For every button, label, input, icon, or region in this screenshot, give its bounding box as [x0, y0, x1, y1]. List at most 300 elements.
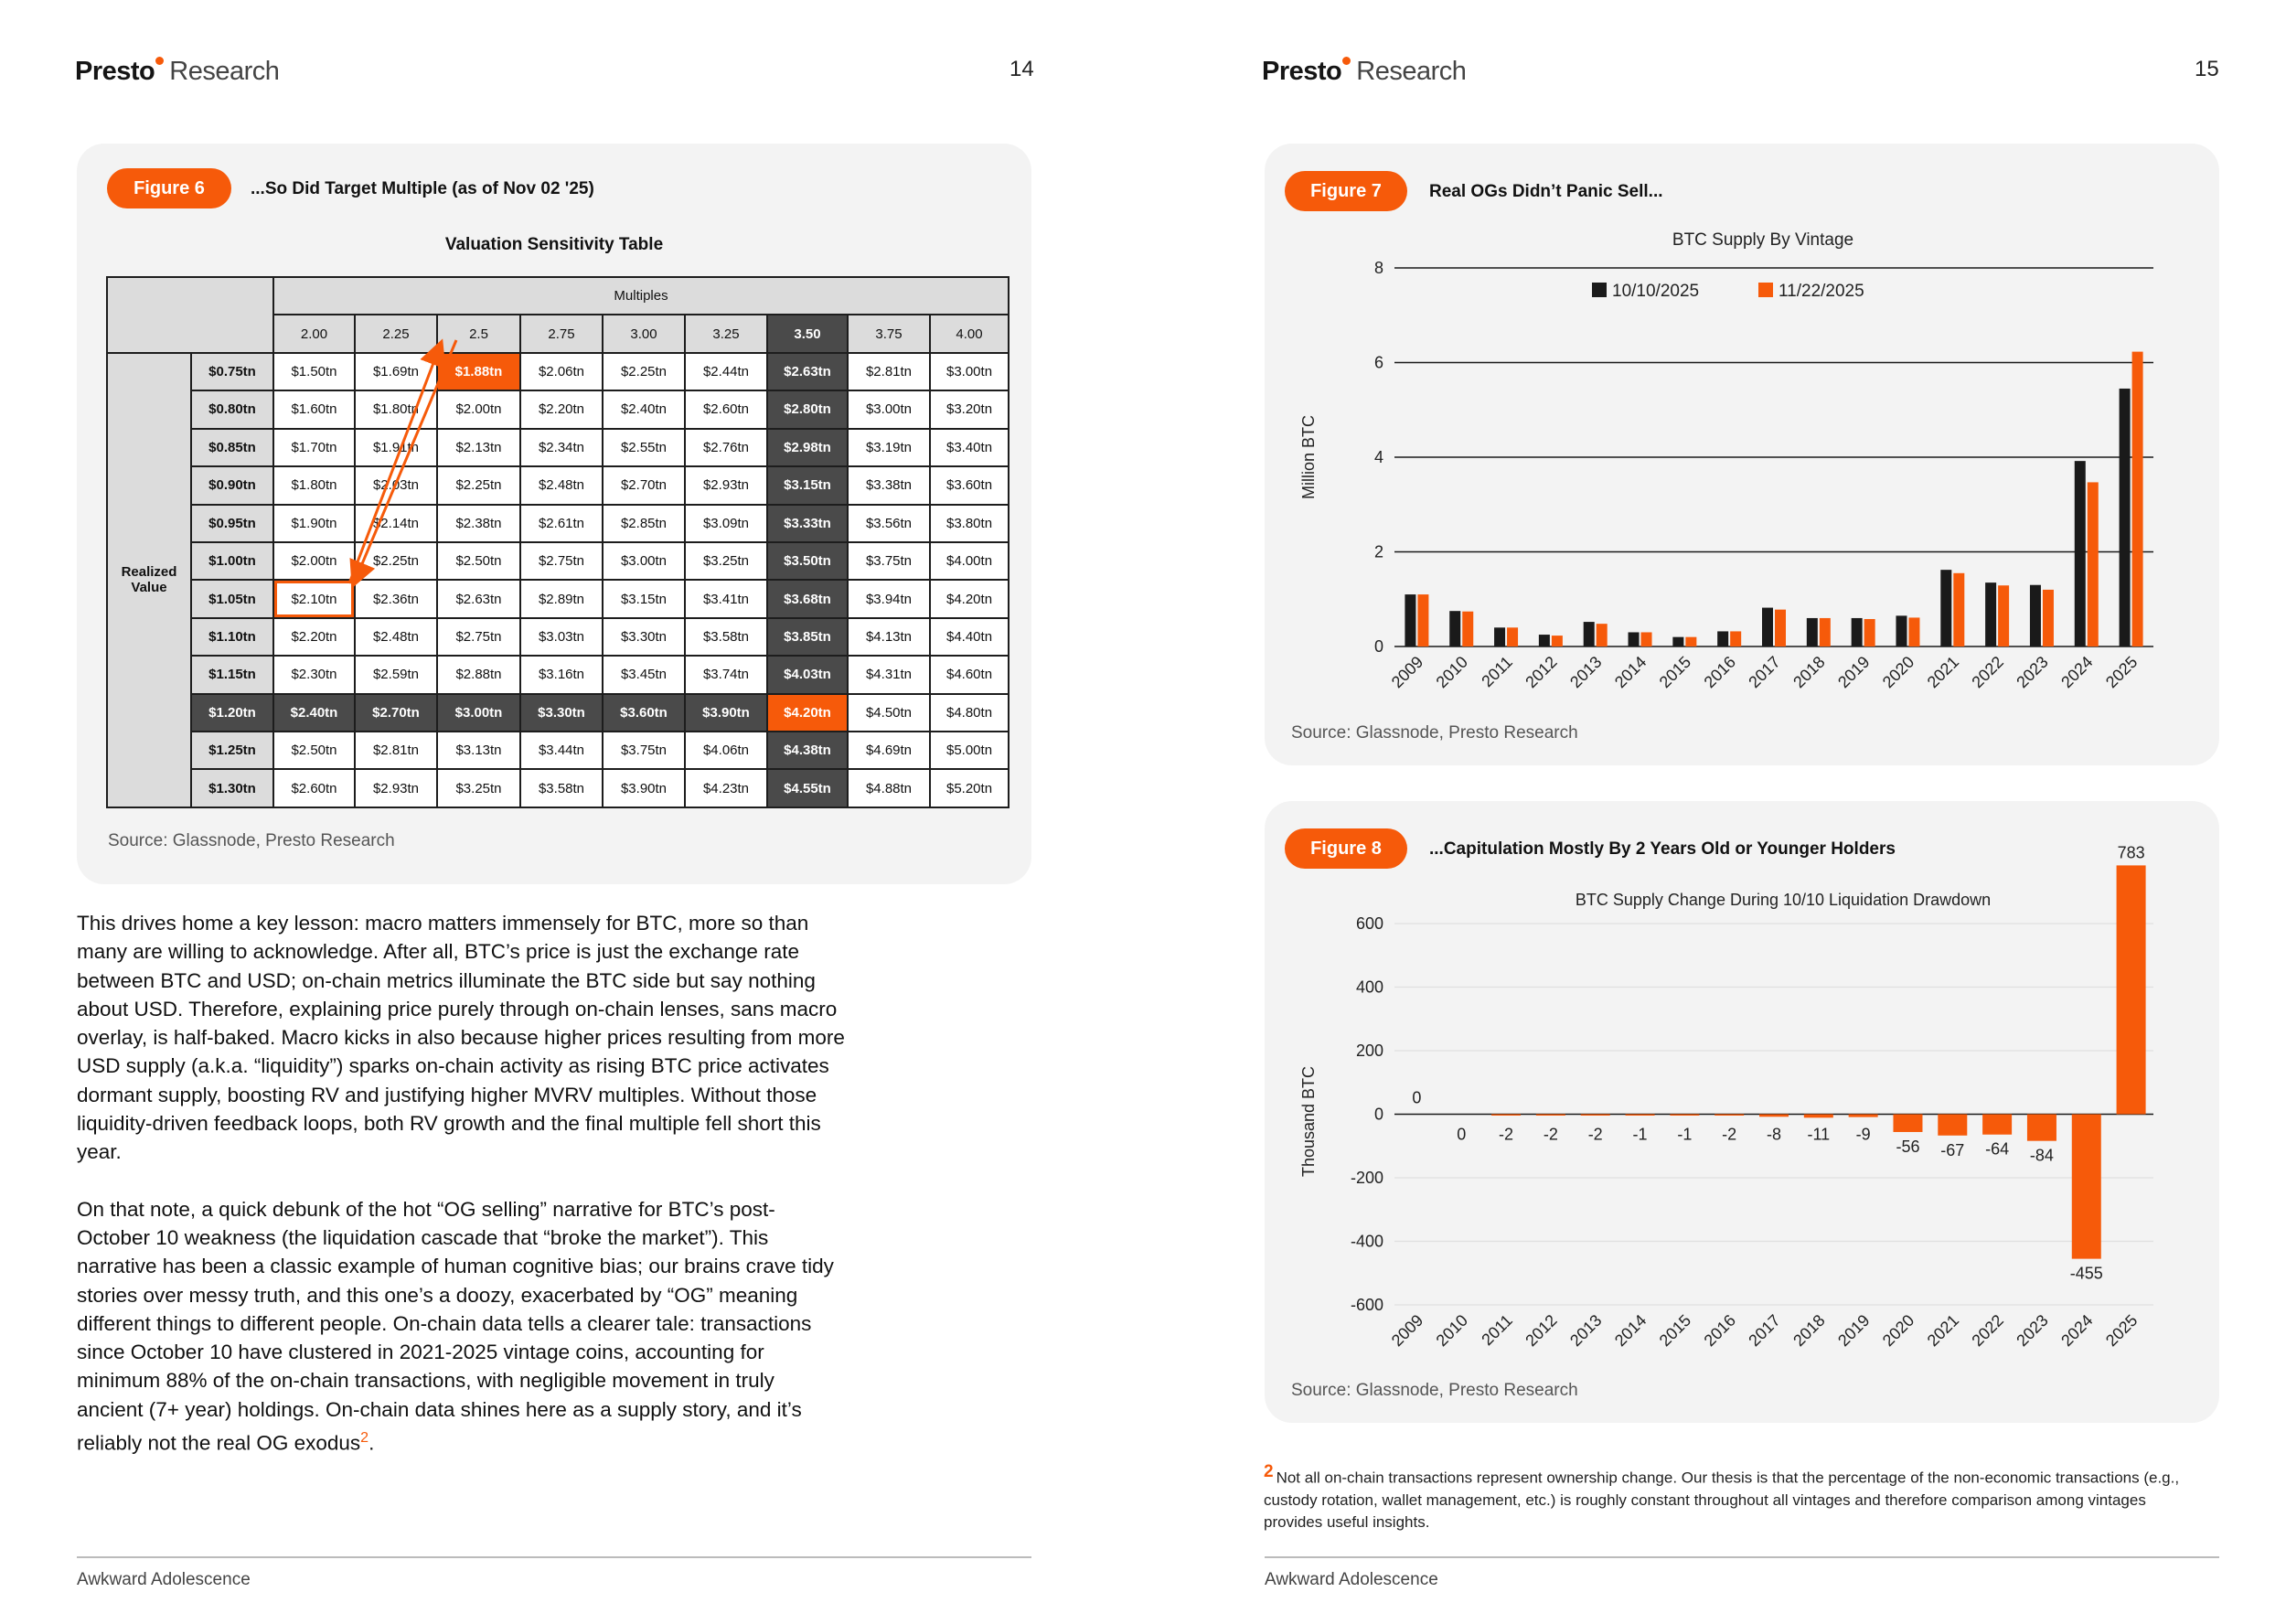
- chart8-bar: [1670, 1115, 1699, 1116]
- table-cell: $2.48tn: [520, 466, 603, 504]
- chart7-y-label: Million BTC: [1299, 414, 1318, 500]
- chart7-x-tick: 2009: [1387, 652, 1427, 692]
- chart7-y-tick: 2: [1373, 542, 1383, 561]
- chart8-data-label: -84: [2029, 1146, 2054, 1165]
- page-number: 15: [2195, 57, 2219, 81]
- chart7-x-tick: 2012: [1522, 652, 1561, 692]
- chart7-x-tick: 2023: [2013, 652, 2052, 692]
- realized-value-row-label: $0.75tn: [191, 353, 273, 390]
- table-cell: $3.16tn: [520, 656, 603, 693]
- table-cell: $2.70tn: [355, 694, 437, 732]
- chart8-x-tick: 2017: [1745, 1310, 1784, 1351]
- chart8-x-tick: 2025: [2101, 1310, 2142, 1351]
- multiple-header: 3.00: [603, 315, 685, 352]
- table-cell: $2.40tn: [603, 390, 685, 428]
- chart7-bar: [1462, 612, 1473, 646]
- table-cell: $1.90tn: [273, 505, 355, 542]
- table-cell: $3.60tn: [930, 466, 1009, 504]
- chart7-x-tick: 2021: [1923, 652, 1963, 692]
- table-cell: $2.00tn: [437, 390, 520, 428]
- realized-value-row-label: $0.95tn: [191, 505, 273, 542]
- table-cell: $2.63tn: [767, 353, 848, 390]
- paragraph-2: [77, 1195, 845, 1458]
- chart8-x-tick: 2010: [1432, 1310, 1472, 1351]
- chart8-bar: [1581, 1115, 1610, 1116]
- chart8-data-label: -2: [1587, 1125, 1603, 1144]
- table-cell: $2.25tn: [437, 466, 520, 504]
- chart8-bar: [1491, 1115, 1521, 1116]
- figure7-source: Source: Glassnode, Presto Research: [1291, 723, 1578, 743]
- chart7-bar: [1405, 594, 1415, 646]
- chart7-bar: [2132, 352, 2143, 646]
- table-cell: $2.14tn: [355, 505, 437, 542]
- multiple-header: 4.00: [930, 315, 1009, 352]
- figure8-source: Source: Glassnode, Presto Research: [1291, 1381, 1578, 1400]
- valuation-table-wrap: [106, 276, 1008, 808]
- chart8-x-tick: 2016: [1700, 1310, 1740, 1351]
- chart7-bar: [1908, 617, 1919, 646]
- chart7-bar: [1717, 631, 1728, 646]
- logo-dot-icon: [155, 57, 164, 65]
- table-cell: $3.25tn: [685, 542, 767, 580]
- table-cell: $3.00tn: [437, 694, 520, 732]
- table-cell: $5.00tn: [930, 732, 1009, 769]
- chart8-x-tick: 2013: [1566, 1310, 1606, 1351]
- realized-value-row-label: $1.30tn: [191, 769, 273, 807]
- chart7-x-tick: 2022: [1968, 652, 2007, 692]
- table-cell: $2.81tn: [848, 353, 930, 390]
- chart7-x-tick: 2016: [1700, 652, 1740, 692]
- chart7-bar: [1507, 627, 1518, 646]
- chart8-y-label: Thousand BTC: [1299, 1065, 1318, 1178]
- paragraph-2-end: .: [369, 1431, 375, 1455]
- chart7-x-tick: 2014: [1610, 652, 1650, 692]
- chart7-legend-swatch: [1592, 283, 1607, 297]
- table-row: [107, 353, 1009, 390]
- table-cell: $3.58tn: [685, 618, 767, 656]
- table-cell: $2.55tn: [603, 429, 685, 466]
- table-row: [107, 732, 1009, 769]
- chart8-data-label: -1: [1632, 1125, 1648, 1144]
- chart8-x-tick: 2019: [1834, 1310, 1874, 1351]
- chart8-data-label: -1: [1677, 1125, 1693, 1144]
- table-cell: $2.50tn: [273, 732, 355, 769]
- chart8-bar: [1759, 1115, 1789, 1117]
- chart7-x-tick: 2011: [1478, 652, 1516, 691]
- chart8-bar: [2072, 1115, 2101, 1259]
- table-row: [107, 466, 1009, 504]
- table-cell: $2.20tn: [520, 390, 603, 428]
- table-cell: $4.03tn: [767, 656, 848, 693]
- table-cell: $3.15tn: [767, 466, 848, 504]
- table-cell: $3.30tn: [520, 694, 603, 732]
- logo-brand: Presto: [75, 57, 155, 86]
- table-cell: $4.88tn: [848, 769, 930, 807]
- chart8-bar: [1849, 1115, 1878, 1117]
- table-row: [107, 769, 1009, 807]
- table-cell: $2.70tn: [603, 466, 685, 504]
- table-cell: $3.41tn: [685, 580, 767, 617]
- table-corner: [107, 277, 273, 353]
- figure6-pill: Figure 6: [107, 168, 231, 208]
- table-row: [107, 390, 1009, 428]
- table-cell: $2.25tn: [603, 353, 685, 390]
- table-cell: $2.75tn: [437, 618, 520, 656]
- chart7-bar: [2030, 585, 2041, 646]
- table-cell: $3.58tn: [520, 769, 603, 807]
- chart7-legend-label: 11/22/2025: [1779, 282, 1864, 301]
- chart7-y-tick: 8: [1373, 259, 1383, 277]
- chart8-bar: [1982, 1115, 2012, 1135]
- realized-value-row-label: $1.15tn: [191, 656, 273, 693]
- table-cell: $3.15tn: [603, 580, 685, 617]
- table-cell: $2.03tn: [355, 466, 437, 504]
- table-cell: $1.70tn: [273, 429, 355, 466]
- table-row: [107, 618, 1009, 656]
- figure7-chart: [1265, 217, 2219, 692]
- table-cell: $4.06tn: [685, 732, 767, 769]
- table-cell: $2.93tn: [355, 769, 437, 807]
- table-cell: $3.30tn: [603, 618, 685, 656]
- chart7-x-tick: 2015: [1655, 652, 1695, 692]
- chart8-data-label: -455: [2069, 1264, 2103, 1283]
- table-cell: $3.33tn: [767, 505, 848, 542]
- table-cell: $2.50tn: [437, 542, 520, 580]
- chart7-y-tick: 6: [1373, 353, 1383, 372]
- table-cell: $2.30tn: [273, 656, 355, 693]
- figure7-pill: Figure 7: [1285, 171, 1407, 211]
- table-cell: $3.20tn: [930, 390, 1009, 428]
- chart8-data-label: -11: [1807, 1125, 1831, 1144]
- chart8-x-tick: 2022: [1968, 1310, 2007, 1351]
- table-cell: $2.93tn: [685, 466, 767, 504]
- chart8-x-tick: 2015: [1655, 1310, 1695, 1351]
- chart7-legend-label: 10/10/2025: [1612, 282, 1700, 301]
- figure6-title: ...So Did Target Multiple (as of Nov 02 '25): [251, 179, 594, 198]
- chart8-data-label: -9: [1855, 1125, 1871, 1144]
- table-cell: $3.50tn: [767, 542, 848, 580]
- chart7-bar: [1953, 573, 1964, 646]
- table-cell: $4.20tn: [930, 580, 1009, 617]
- table-cell: $2.63tn: [437, 580, 520, 617]
- table-header-row: [107, 277, 1009, 315]
- table-cell: $4.38tn: [767, 732, 848, 769]
- realized-value-row-label: $0.80tn: [191, 390, 273, 428]
- table-cell: $3.80tn: [930, 505, 1009, 542]
- chart8-x-tick: 2023: [2013, 1310, 2052, 1351]
- table-cell: $3.00tn: [603, 542, 685, 580]
- chart8-bar: [1536, 1115, 1565, 1116]
- chart7-title: BTC Supply By Vintage: [1672, 230, 1854, 250]
- table-cell: $3.68tn: [767, 580, 848, 617]
- table-cell: $3.03tn: [520, 618, 603, 656]
- table-cell: $2.40tn: [273, 694, 355, 732]
- table-cell: $1.80tn: [273, 466, 355, 504]
- chart8-data-label: -2: [1499, 1125, 1514, 1144]
- realized-value-row-label: $0.85tn: [191, 429, 273, 466]
- table-cell: $3.09tn: [685, 505, 767, 542]
- chart8-bar: [1626, 1115, 1655, 1116]
- chart7-x-tick: 2013: [1566, 652, 1606, 692]
- chart8-data-label: -64: [1985, 1139, 2010, 1159]
- chart7-bar: [1940, 570, 1951, 646]
- table-cell: $2.75tn: [520, 542, 603, 580]
- table-row: [107, 656, 1009, 693]
- chart7-bar: [2043, 590, 2054, 646]
- chart8-y-tick: -600: [1350, 1296, 1383, 1314]
- presto-logo: [1262, 57, 1466, 87]
- table-cell: $1.80tn: [355, 390, 437, 428]
- chart8-y-tick: -400: [1350, 1232, 1383, 1251]
- table-row: [107, 580, 1009, 617]
- table-cell: $3.75tn: [848, 542, 930, 580]
- table-cell: $4.31tn: [848, 656, 930, 693]
- chart7-bar: [1864, 619, 1875, 646]
- table-cell: $3.13tn: [437, 732, 520, 769]
- chart8-y-tick: -200: [1350, 1169, 1383, 1187]
- realized-value-row-label: $1.00tn: [191, 542, 273, 580]
- table-cell: $2.98tn: [767, 429, 848, 466]
- chart8-bar: [1714, 1115, 1744, 1116]
- multiple-header: 2.00: [273, 315, 355, 352]
- table-cell: $4.40tn: [930, 618, 1009, 656]
- presto-logo: [75, 57, 279, 87]
- multiples-label: Multiples: [273, 277, 1009, 315]
- chart8-data-label: -2: [1543, 1125, 1558, 1144]
- table-cell: $4.00tn: [930, 542, 1009, 580]
- table-cell: $4.60tn: [930, 656, 1009, 693]
- table-cell: $1.60tn: [273, 390, 355, 428]
- chart7-bar: [1820, 618, 1831, 646]
- footnote-text: Not all on-chain transactions represent ownership change. Our thesis is that the percentage of the non-economic transactions (e.g., custody rotation, wallet management, etc.) is roughly constant throughout all vintages and therefore comparison among vintages provides useful insights.: [1264, 1469, 2180, 1531]
- chart8-data-label: -2: [1722, 1125, 1737, 1144]
- table-cell: $2.00tn: [273, 542, 355, 580]
- chart7-bar: [1852, 618, 1863, 646]
- chart7-bar: [2075, 461, 2086, 646]
- table-row: [107, 505, 1009, 542]
- chart7-bar: [1730, 631, 1741, 646]
- chart8-y-tick: 600: [1355, 914, 1383, 933]
- table-cell: $2.44tn: [685, 353, 767, 390]
- chart7-legend-swatch: [1758, 283, 1773, 297]
- chart7-bar: [1494, 627, 1505, 646]
- multiple-header: 2.25: [355, 315, 437, 352]
- chart7-x-tick: 2017: [1745, 652, 1784, 692]
- chart7-bar: [1629, 632, 1640, 646]
- multiple-header: 3.75: [848, 315, 930, 352]
- figure7-title: Real OGs Didn’t Panic Sell...: [1429, 182, 1663, 201]
- table-cell: $3.85tn: [767, 618, 848, 656]
- footnote: [1264, 1461, 2196, 1533]
- chart8-data-label: -8: [1766, 1125, 1782, 1144]
- table-cell: $2.60tn: [273, 769, 355, 807]
- figure8-title: ...Capitulation Mostly By 2 Years Old or Younger Holders: [1429, 839, 1896, 859]
- table-cell: $3.19tn: [848, 429, 930, 466]
- logo-sub: Research: [169, 57, 280, 86]
- realized-value-row-label: $1.20tn: [191, 694, 273, 732]
- figure6-source: Source: Glassnode, Presto Research: [108, 831, 395, 850]
- table-cell: $3.90tn: [603, 769, 685, 807]
- table-cell: $4.80tn: [930, 694, 1009, 732]
- table-cell: $5.20tn: [930, 769, 1009, 807]
- chart7-bar: [1641, 632, 1652, 646]
- table-row: [107, 542, 1009, 580]
- chart8-data-label: 783: [2117, 843, 2145, 862]
- table-cell: $3.00tn: [848, 390, 930, 428]
- logo-sub: Research: [1356, 57, 1467, 86]
- table-cell: $2.38tn: [437, 505, 520, 542]
- table-cell: $2.13tn: [437, 429, 520, 466]
- chart7-bar: [1998, 585, 2009, 646]
- table-cell: $3.90tn: [685, 694, 767, 732]
- chart7-bar: [1597, 624, 1608, 646]
- table-cell: $2.20tn: [273, 618, 355, 656]
- page-number: 14: [1009, 57, 1034, 81]
- chart8-data-label: 0: [1412, 1088, 1422, 1107]
- chart7-bar: [1762, 608, 1773, 646]
- table-cell: $2.34tn: [520, 429, 603, 466]
- table-cell: $3.44tn: [520, 732, 603, 769]
- table-cell: $2.88tn: [437, 656, 520, 693]
- table-cell: $2.76tn: [685, 429, 767, 466]
- chart8-bar: [2027, 1115, 2056, 1141]
- logo-brand: Presto: [1262, 57, 1342, 86]
- table-cell: $3.75tn: [603, 732, 685, 769]
- chart8-x-tick: 2011: [1478, 1310, 1516, 1350]
- chart7-bar: [1807, 618, 1818, 646]
- table-cell: $3.60tn: [603, 694, 685, 732]
- chart7-bar: [1672, 637, 1683, 646]
- chart7-bar: [1985, 582, 1996, 646]
- table-cell: $3.00tn: [930, 353, 1009, 390]
- chart7-bar: [1449, 611, 1460, 646]
- realized-value-row-label: $1.25tn: [191, 732, 273, 769]
- table-cell: $1.50tn: [273, 353, 355, 390]
- chart7-x-tick: 2025: [2101, 652, 2142, 692]
- chart8-x-tick: 2014: [1610, 1310, 1650, 1351]
- table-cell: $2.61tn: [520, 505, 603, 542]
- table-cell: $2.36tn: [355, 580, 437, 617]
- table-cell: $4.13tn: [848, 618, 930, 656]
- table-cell: $3.74tn: [685, 656, 767, 693]
- logo-dot-icon: [1342, 57, 1351, 65]
- chart8-y-tick: 0: [1373, 1105, 1383, 1124]
- chart7-bar: [1417, 594, 1428, 646]
- table-cell: $2.60tn: [685, 390, 767, 428]
- chart8-x-tick: 2021: [1923, 1310, 1963, 1351]
- realized-value-row-label: $0.90tn: [191, 466, 273, 504]
- chart7-x-tick: 2010: [1432, 652, 1472, 692]
- chart7-y-tick: 0: [1373, 637, 1383, 656]
- table-cell: $3.56tn: [848, 505, 930, 542]
- chart7-x-tick: 2019: [1834, 652, 1874, 692]
- table-cell: $1.69tn: [355, 353, 437, 390]
- chart7-bar: [1584, 622, 1595, 646]
- footnote-number: 2: [1264, 1462, 1274, 1481]
- table-row: [107, 694, 1009, 732]
- table-cell: $2.89tn: [520, 580, 603, 617]
- table-cell: $4.20tn: [767, 694, 848, 732]
- chart8-bar: [1804, 1115, 1833, 1118]
- chart7-x-tick: 2020: [1878, 652, 1918, 692]
- footnote-ref[interactable]: 2: [360, 1430, 369, 1447]
- chart8-y-tick: 200: [1355, 1042, 1383, 1060]
- chart7-bar: [1896, 615, 1907, 646]
- figure8-pill: Figure 8: [1285, 828, 1407, 869]
- footer-rule: [1265, 1556, 2219, 1558]
- chart8-y-tick: 400: [1355, 978, 1383, 997]
- multiple-header: 2.5: [437, 315, 520, 352]
- table-cell: $3.45tn: [603, 656, 685, 693]
- chart7-y-tick: 4: [1373, 448, 1383, 466]
- table-cell: $2.25tn: [355, 542, 437, 580]
- realized-value-row-label: $1.10tn: [191, 618, 273, 656]
- table-row: [107, 429, 1009, 466]
- chart7-x-tick: 2018: [1789, 652, 1829, 692]
- table-cell: $3.40tn: [930, 429, 1009, 466]
- chart7-bar: [1775, 610, 1786, 646]
- table-cell: $1.88tn: [437, 353, 520, 390]
- chart7-bar: [1539, 635, 1550, 646]
- chart7-bar: [1685, 637, 1696, 646]
- table-title: Valuation Sensitivity Table: [444, 235, 664, 254]
- chart8-data-label: -56: [1896, 1137, 1920, 1156]
- table-cell: $2.85tn: [603, 505, 685, 542]
- realized-value-row-label: $1.05tn: [191, 580, 273, 617]
- table-cell: $4.69tn: [848, 732, 930, 769]
- table-cell: $2.06tn: [520, 353, 603, 390]
- table-cell: $3.94tn: [848, 580, 930, 617]
- table-cell: $4.50tn: [848, 694, 930, 732]
- multiple-header: 3.50: [767, 315, 848, 352]
- table-cell: $4.55tn: [767, 769, 848, 807]
- chart7-bar: [2088, 482, 2099, 646]
- chart8-bar: [2117, 865, 2146, 1114]
- chart8-x-tick: 2018: [1789, 1310, 1829, 1351]
- chart8-bar: [1938, 1115, 1967, 1136]
- chart8-bar: [1893, 1115, 1922, 1132]
- chart8-data-label: 0: [1457, 1125, 1467, 1144]
- table-cell: $2.80tn: [767, 390, 848, 428]
- realized-value-label: Realized Value: [107, 353, 191, 807]
- table-cell: $2.81tn: [355, 732, 437, 769]
- multiple-header: 3.25: [685, 315, 767, 352]
- footer-text: Awkward Adolescence: [77, 1570, 251, 1589]
- chart7-bar: [1552, 636, 1563, 646]
- body-text: [77, 909, 845, 1486]
- chart8-x-tick: 2012: [1522, 1310, 1561, 1351]
- chart8-title: BTC Supply Change During 10/10 Liquidation Drawdown: [1575, 891, 1992, 909]
- table-cell: $1.91tn: [355, 429, 437, 466]
- paragraph-1: This drives home a key lesson: macro matters immensely for BTC, more so than many are willing to acknowledge. After all, BTC’s price is just the exchange rate between BTC and USD; on-chain metrics illuminate the BTC side but say nothing about USD. Therefore, explaining price purely through on-chain lenses, sans macro overlay, is half-baked. Macro kicks in also because higher prices resulting from more USD supply (a.k.a. “liquidity”) sparks on-chain activity as rising BTC price activates dormant supply, boosting RV and justifying higher MVRV multiples. Without those liquidity-driven feedback loops, both RV growth and the final multiple fell short this year.: [77, 912, 845, 1164]
- multiple-header: 2.75: [520, 315, 603, 352]
- table-cell: $2.59tn: [355, 656, 437, 693]
- table-cell: $3.25tn: [437, 769, 520, 807]
- chart7-bar: [2120, 389, 2131, 646]
- chart8-x-tick: 2009: [1387, 1310, 1427, 1351]
- footer-text: Awkward Adolescence: [1265, 1570, 1438, 1589]
- chart8-data-label: -67: [1940, 1140, 1965, 1159]
- valuation-sensitivity-table: [106, 276, 1009, 808]
- table-cell: $3.38tn: [848, 466, 930, 504]
- paragraph-2-text: On that note, a quick debunk of the hot “OG selling” narrative for BTC’s post-October 10 weakness (the liquidation cascade that “broke the market”). This narrative has been a classic example of human cognitive bias; our brains crave tidy stories over messy truth, and this one’s a doozy, exacerbated by “OG” meaning different things to different people. On-chain data tells a clearer tale: transactions since October 10 have clustered in 2021-2025 vintage coins, accounting for minimum 88% of the on-chain transactions, with negligible movement in truly ancient (7+ year) holdings. On-chain data shines here as a supply story, and it’s reliably not the real OG exodus: [77, 1197, 834, 1455]
- table-cell: $2.10tn: [273, 580, 355, 617]
- chart8-x-tick: 2020: [1878, 1310, 1918, 1351]
- chart7-x-tick: 2024: [2057, 652, 2097, 692]
- table-cell: $4.23tn: [685, 769, 767, 807]
- chart8-x-tick: 2024: [2057, 1310, 2097, 1351]
- footer-rule: [77, 1556, 1031, 1558]
